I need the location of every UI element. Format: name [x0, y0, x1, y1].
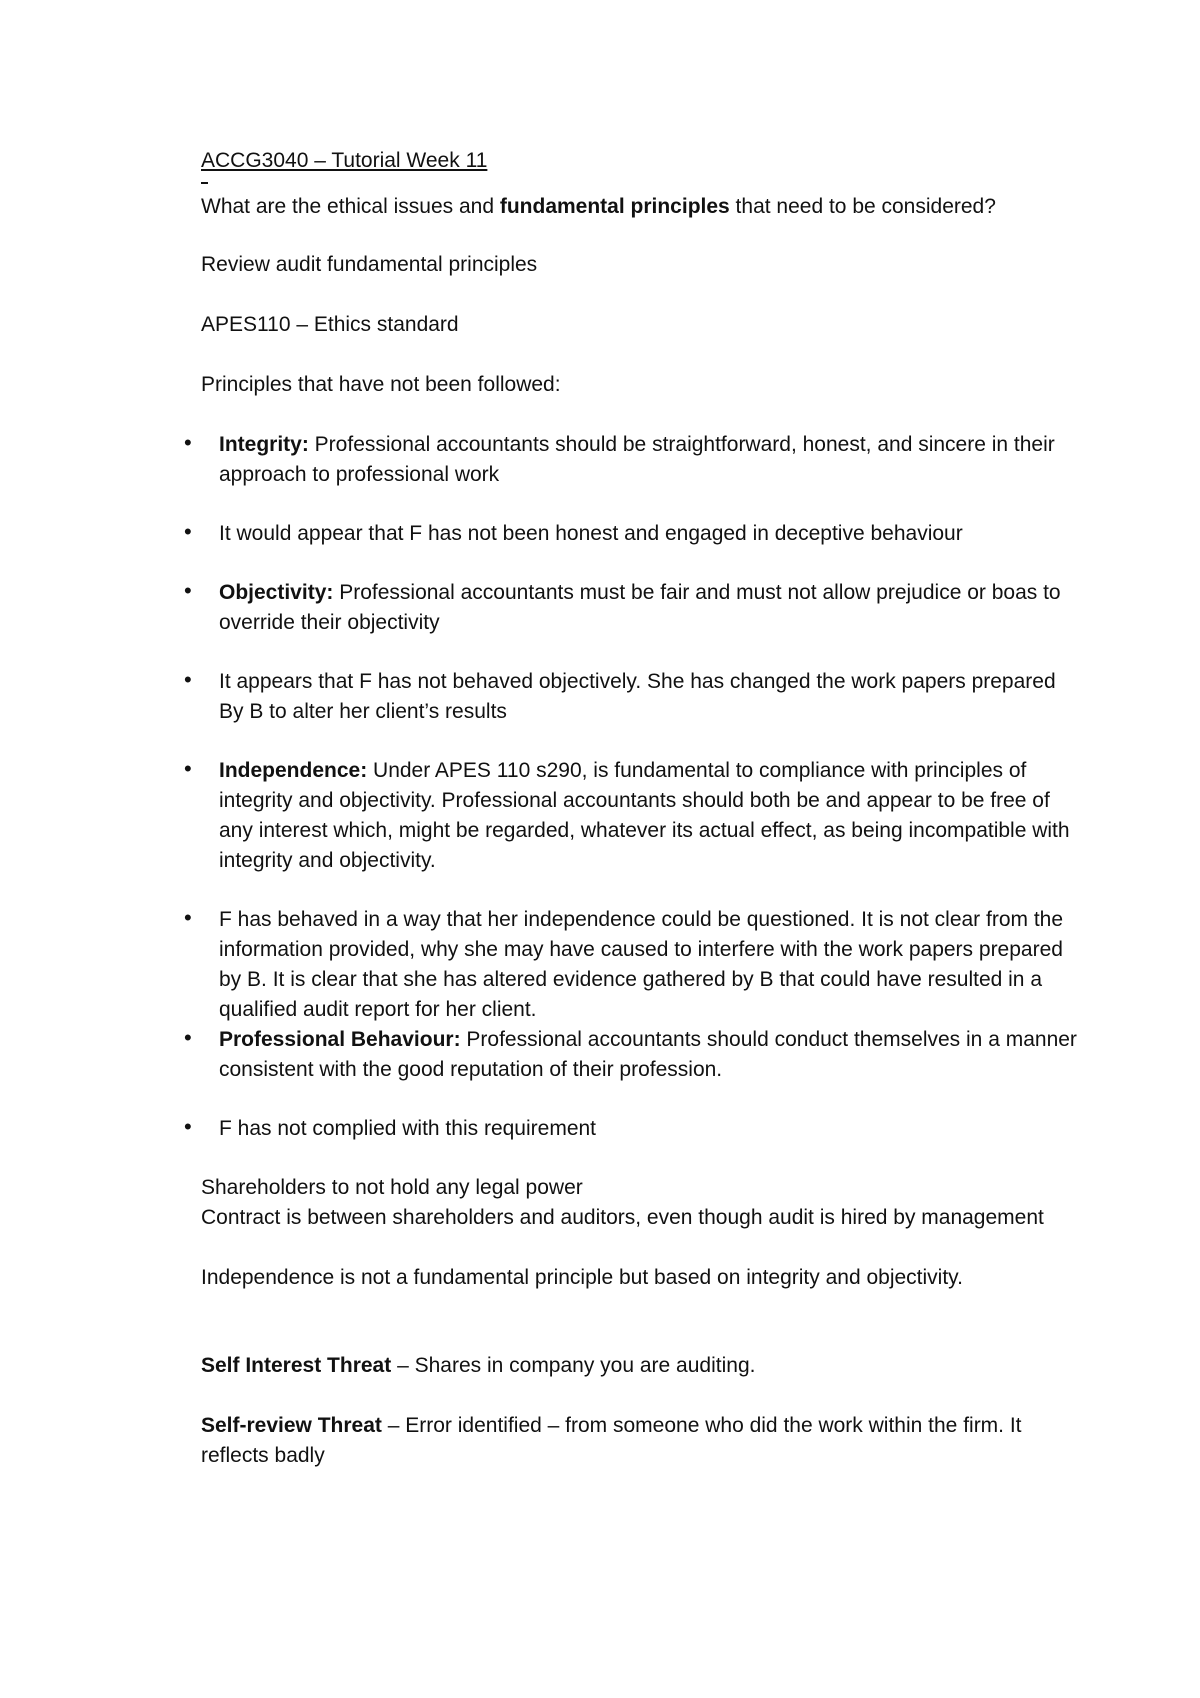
list-item: • Objectivity: Professional accountants must be fair and must not allow prejudice or boas to override their objectivity: [201, 578, 1081, 638]
list-item: • It appears that F has not behaved objectively. She has changed the work papers prepared By B to alter her client’s results: [201, 667, 1081, 727]
list-item: • F has behaved in a way that her independence could be questioned. It is not clear from the information provided, why she may have caused to interfere with the work papers prepared by B. It is clear that she has altered evidence gathered by B that could have resulted in a qualified audit report for her client.: [201, 905, 1081, 1025]
stray-underline-mark: [201, 182, 208, 184]
question-line: What are the ethical issues and fundamental principles that need to be considered?: [201, 195, 996, 218]
apes-line: APES110 – Ethics standard: [201, 313, 459, 336]
threat-self-review: Self-review Threat – Error identified – from someone who did the work within the firm. It reflects badly: [201, 1414, 1022, 1467]
principles-heading: Principles that have not been followed:: [201, 373, 561, 396]
principles-list: [201, 430, 1081, 1144]
list-item: • Independence: Under APES 110 s290, is fundamental to compliance with principles of integrity and objectivity. Professional accountants should both be and appear to be free of any interest which, might be regarded, whatever its actual effect, as being incompatible with integrity and objectivity.: [201, 756, 1081, 876]
review-line: Review audit fundamental principles: [201, 253, 538, 276]
list-item: • It would appear that F has not been honest and engaged in deceptive behaviour: [201, 519, 1081, 549]
list-item: • Professional Behaviour: Professional accountants should conduct themselves in a manner consistent with the good reputation of their profession.: [201, 1025, 1081, 1085]
document-body: [201, 146, 1081, 1471]
page-title: ACCG3040 – Tutorial Week 11: [201, 149, 488, 172]
independence-note: Independence is not a fundamental principle but based on integrity and objectivity.: [201, 1266, 963, 1289]
question-bold: fundamental principles: [499, 195, 730, 218]
list-item: • Integrity: Professional accountants should be straightforward, honest, and sincere in their approach to professional work: [201, 430, 1081, 490]
list-item: • F has not complied with this requirement: [201, 1114, 1081, 1144]
contract-line: Contract is between shareholders and auditors, even though audit is hired by management: [201, 1206, 1044, 1229]
shareholders-line: Shareholders to not hold any legal power: [201, 1176, 583, 1199]
threat-self-interest: Self Interest Threat – Shares in company you are auditing.: [201, 1354, 756, 1377]
